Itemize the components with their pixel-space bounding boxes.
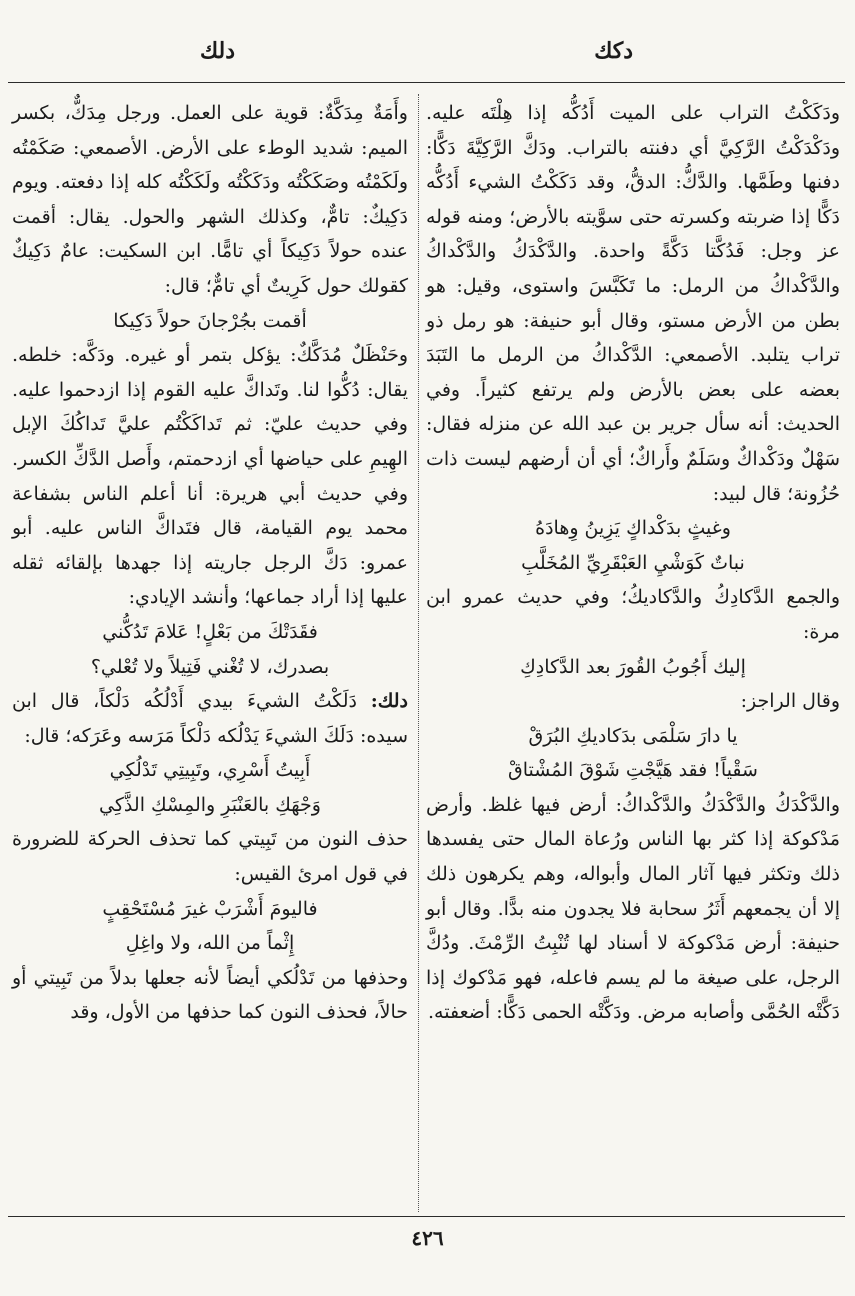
entry-paragraph bbox=[12, 684, 408, 753]
verse-line: فقَدَتْكَ من بَعْلٍ! عَلامَ تَدُكُّني bbox=[102, 620, 318, 643]
verse-line: أَبِيتُ أَسْرِي، وتَبِيتِي تَدْلُكِي bbox=[109, 759, 311, 782]
paragraph: والجمع الدَّكادِكُ والدَّكاديكُ؛ وفي حديث عمرو ابن مرة: bbox=[426, 586, 840, 643]
paragraph: وحذفها من تَدْلُكي أيضاً لأنه جعلها بدلاً من تَبِيتي أو حالاً، فحذف النون كما حذفها من الأول، وقد bbox=[12, 966, 408, 1024]
verse-line: إليك أَجُوبُ القُورَ بعد الدَّكادِكِ bbox=[520, 655, 746, 678]
running-head-left: دلك bbox=[200, 38, 236, 64]
column-divider bbox=[418, 94, 419, 1212]
verse-line: إِثْماً من الله، ولا واغِلِ bbox=[125, 932, 295, 955]
verse-line: يا دارَ سَلْمَى بدَكاديكِ البُرَقْ bbox=[528, 724, 738, 747]
verse-line: بصدرك، لا تُغْني فَتِيلاً ولا تُعْلي؟ bbox=[90, 655, 330, 678]
page-number: ٤٢٦ bbox=[411, 1226, 444, 1250]
left-column bbox=[12, 96, 408, 1030]
header-rule bbox=[8, 82, 845, 83]
entry-text: دَلَكْتُ الشيءَ بيدي أَدْلُكُه دَلْكاً، قال ابن سيده: دَلَكَ الشيءَ يَدْلُكه دَلْكاً مَرَسه وعَرَكه؛ قال: bbox=[12, 690, 408, 747]
paragraph: ودَكَكْتُ التراب على الميت أَدُكُّه إذا هِلْتَه عليه. ودَكْدَكْتُ الرَّكِيَّ أي دفنته بالتراب. ودَكَّ الرَّكِيَّةَ دَكًّا: دفنها وطَمَّها. والدَّكُّ: الدقُّ، وقد دَكَكْتُ الشيء أَدُكُّه دَكًّا إذا ضربته وكسرته حتى سوَّيته بالأرض؛ ومنه قوله عز وجل: فَدُكَّتا دَكَّةً واحدة. والدَّكْدَكُ والدَّكْداكُ والدَّكْداكُ من الرمل: ما تَكَبَّسَ واستوى، وقيل: هو بطن من الأرض مستو، وقال أبو حنيفة: هو رمل ذو تراب يتلبد. الأصمعي: الدَّكْداكُ من الرمل ما التَبَدَ بعضه على بعض بالأرض ولم يرتفع كثيراً. وفي الحديث: أنه سأل جرير بن عبد الله عن منزله فقال: سَهْلٌ ودَكْداكٌ وسَلَمٌ وأَراكٌ؛ أي أن أرضهم ليست ذات حُزُونة؛ قال لبيد: bbox=[426, 102, 840, 505]
paragraph: وأَمَةٌ مِدَكَّةٌ: قوية على العمل. ورجل مِدَكٌّ، بكسر الميم: شديد الوطء على الأرض. الأصمعي: صَكَمْتُه ولَكَمْتُه وصَكَكْتُه ودَكَكْتُه ولَكَكْتُه كله إذا دفعته. ويوم دَكِيكٌ: تامٌّ، وكذلك الشهر والحول. يقال: أقمت عنده حولاً دَكِيكاً أي تامًّا. ابن السكيت: عامٌ دَكِيكٌ كقولك حول كَرِيتٌ أي تامٌّ؛ قال: bbox=[12, 102, 408, 297]
verse-line: وغيثٍ بدَكْداكٍ يَزِينُ وِهادَهُ bbox=[535, 517, 731, 540]
right-column bbox=[426, 96, 840, 1030]
verse-line: سَقْياً! فقد هَيَّجْتِ شَوْقَ المُشْتاقْ bbox=[508, 759, 758, 782]
verse-line: أقمت بجُرْجانَ حولاً دَكِيكا bbox=[113, 309, 307, 332]
paragraph: والدَّكْدَكُ والدَّكْدَكُ والدَّكْداكُ: أرض فيها غلظ. وأرض مَدْكوكة إذا كثر بها الناس ورُعاة المال حتى يفسدها ذلك وتكثر فيها آثار المال وأبواله، وهم يكرهون ذلك إلا أن يجمعهم أَثَرُ سحابة فلا يجدون منه بدًّا. وقال أبو حنيفة: أرض مَدْكوكة لا أسناد لها تُنْبِتُ الرِّمْثَ. ودُكَّ الرجل، على صيغة ما لم يسم فاعله، فهو مَدْكوك إذا دَكَّتْه الحُمَّى وأصابه مرض. ودَكَّتْه الحمى دَكًّا: أضعفته. bbox=[426, 793, 840, 1024]
entry-headword: دلك: bbox=[370, 690, 408, 713]
verse-line: وَجْهَكِ بالعَنْبَرِ والمِسْكِ الذَّكِي bbox=[99, 793, 321, 816]
footer-rule bbox=[8, 1216, 845, 1217]
paragraph: وقال الراجز: bbox=[740, 690, 840, 713]
paragraph: وحَنْظَلٌ مُدَكَّكٌ: يؤكل بتمر أو غيره. ودَكَّه: خلطه. يقال: دُكُّوا لنا. وتَداكَّ عليه القوم إذا ازدحموا عليه. وفي حديث عليّ: ثم تَداكَكْتُم عليَّ تَداكُكَ الإبل الهِيمِ على حياضها أي ازدحمتم، وأَصل الدَّكِّ الكسر. وفي حديث أبي هريرة: أنا أعلم الناس بشفاعة محمد يوم القيامة، قال فتَداكَّ الناس عليه. أبو عمرو: دَكَّ الرجل جاريته إذا جهدها بإلقائه ثقله عليها إذا أراد جماعها؛ وأنشد الإيادي: bbox=[12, 344, 408, 609]
verse-line: فاليومَ أَشْرَبْ غيرَ مُسْتَحْقِبٍ bbox=[102, 897, 318, 920]
running-head-right: دكك bbox=[594, 38, 633, 64]
paragraph: حذف النون من تَبِيتي كما تحذف الحركة للضرورة في قول امرئ القيس: bbox=[12, 828, 408, 886]
verse-line: نباتٌ كَوَشْيِ العَبْقَرِيِّ المُخَلَّبِ bbox=[521, 551, 745, 574]
